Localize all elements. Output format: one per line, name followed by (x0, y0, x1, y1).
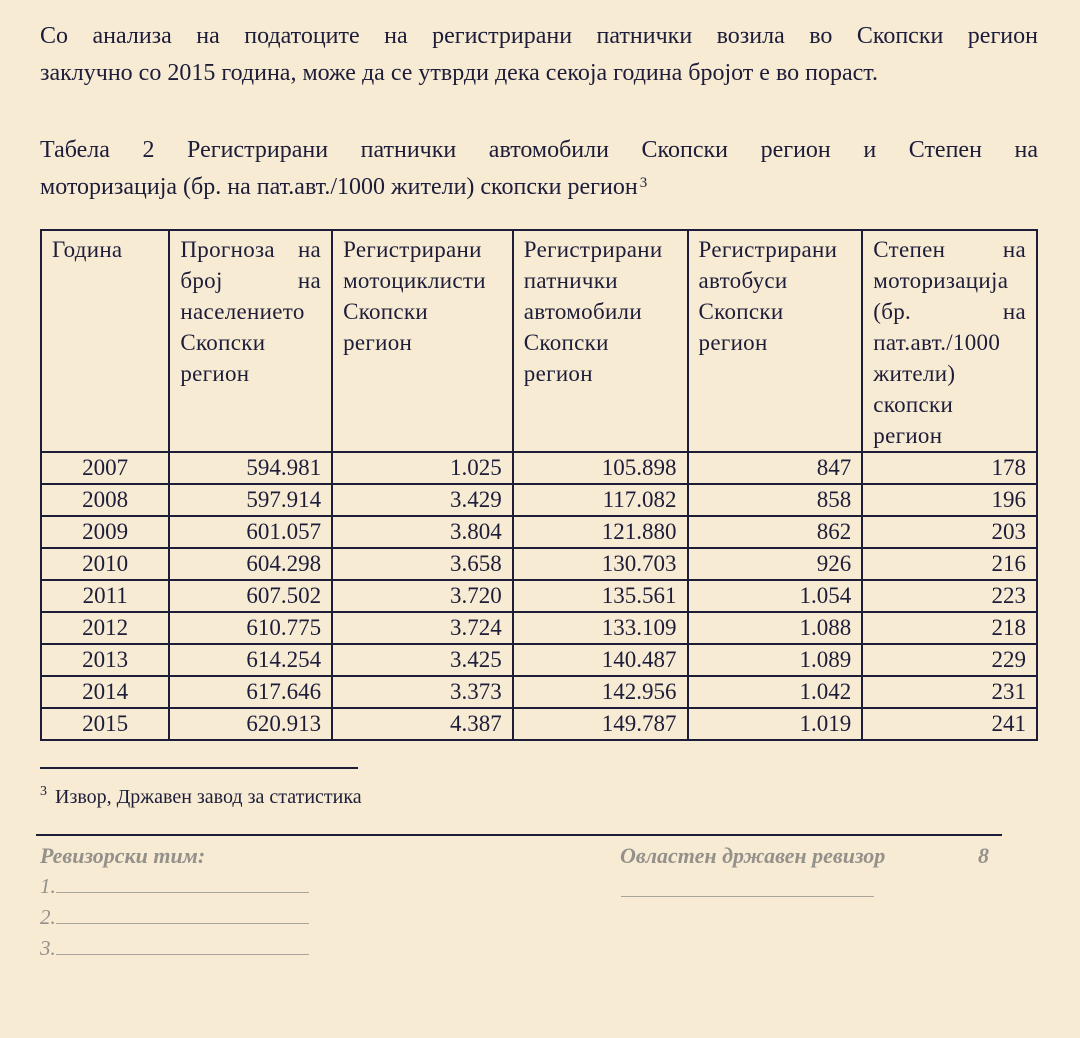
cell-motorcycles: 1.025 (332, 452, 513, 484)
cell-population: 607.502 (169, 580, 332, 612)
intro-line-2: заклучно со 2015 година, може да се утврди дека секоја година бројот е во пораст. (40, 60, 878, 86)
signature-number: 2. (40, 905, 56, 929)
cell-year: 2012 (41, 612, 169, 644)
cell-motorcycles: 4.387 (332, 708, 513, 740)
table-row (41, 516, 1037, 548)
cell-year: 2007 (41, 452, 169, 484)
footnote-reference: 3 (639, 175, 648, 191)
table-row (41, 452, 1037, 484)
table-header-row (41, 230, 1037, 452)
cell-motorization: 218 (862, 612, 1037, 644)
authorized-auditor-label: Овластен државен ревизор (620, 843, 886, 868)
cell-year: 2011 (41, 580, 169, 612)
signature-line-2 (40, 905, 309, 930)
cell-year: 2009 (41, 516, 169, 548)
signature-blank (56, 874, 309, 893)
cell-motorcycles: 3.429 (332, 484, 513, 516)
cell-motorization: 203 (862, 516, 1037, 548)
cell-motorization: 178 (862, 452, 1037, 484)
cell-population: 604.298 (169, 548, 332, 580)
header-cars: Регистрирани патнички автомобили Скопски регион (513, 230, 688, 452)
cell-cars: 140.487 (513, 644, 688, 676)
cell-population: 620.913 (169, 708, 332, 740)
cell-population: 601.057 (169, 516, 332, 548)
cell-motorcycles: 3.720 (332, 580, 513, 612)
cell-buses: 1.089 (688, 644, 863, 676)
table-row (41, 676, 1037, 708)
cell-year: 2008 (41, 484, 169, 516)
cell-population: 614.254 (169, 644, 332, 676)
cell-buses: 926 (688, 548, 863, 580)
cell-motorization: 223 (862, 580, 1037, 612)
cell-buses: 1.042 (688, 676, 863, 708)
signature-number: 3. (40, 936, 56, 960)
signature-number: 1. (40, 874, 56, 898)
cell-population: 617.646 (169, 676, 332, 708)
table-row (41, 612, 1037, 644)
cell-motorization: 216 (862, 548, 1037, 580)
cell-motorization: 196 (862, 484, 1037, 516)
cell-cars: 135.561 (513, 580, 688, 612)
intro-line-1: Со анализа на податоците на регистрирани патнички возила во Скопски регион (40, 23, 1038, 49)
cell-motorcycles: 3.373 (332, 676, 513, 708)
header-buses: Регистрирани автобуси Скопски регион (688, 230, 863, 452)
table-row (41, 484, 1037, 516)
header-motorcycles: Регистрирани мотоциклисти Скопски регион (332, 230, 513, 452)
cell-motorcycles: 3.724 (332, 612, 513, 644)
header-motorization: Степен на моторизација (бр. на пат.авт./1000 жители) скопски регион (862, 230, 1037, 452)
cell-population: 594.981 (169, 452, 332, 484)
cell-buses: 1.088 (688, 612, 863, 644)
signature-blank (56, 905, 309, 924)
audit-team-label: Ревизорски тим: (40, 843, 206, 868)
cell-buses: 1.019 (688, 708, 863, 740)
signature-line-3 (40, 936, 309, 961)
footnote-separator (40, 767, 358, 769)
table-row (41, 580, 1037, 612)
cell-motorcycles: 3.804 (332, 516, 513, 548)
cell-buses: 1.054 (688, 580, 863, 612)
table-caption-line-2 (40, 169, 1038, 206)
motorization-table (40, 229, 1038, 741)
table-row (41, 548, 1037, 580)
cell-motorization: 241 (862, 708, 1037, 740)
cell-buses: 858 (688, 484, 863, 516)
cell-population: 610.775 (169, 612, 332, 644)
auditor-signature-line (621, 896, 874, 897)
cell-year: 2013 (41, 644, 169, 676)
cell-cars: 121.880 (513, 516, 688, 548)
footnote-text: Извор, Државен завод за статистика (55, 786, 362, 808)
page-number: 8 (978, 843, 989, 868)
cell-motorcycles: 3.658 (332, 548, 513, 580)
cell-motorcycles: 3.425 (332, 644, 513, 676)
signature-blank (56, 936, 309, 955)
cell-cars: 149.787 (513, 708, 688, 740)
cell-year: 2014 (41, 676, 169, 708)
footer-divider (36, 834, 1002, 836)
cell-year: 2015 (41, 708, 169, 740)
header-year: Година (41, 230, 169, 452)
cell-cars: 142.956 (513, 676, 688, 708)
cell-population: 597.914 (169, 484, 332, 516)
table-row (41, 644, 1037, 676)
document-body (40, 18, 1038, 206)
cell-cars: 133.109 (513, 612, 688, 644)
signature-line-1 (40, 874, 309, 899)
footnote (40, 786, 362, 809)
cell-cars: 117.082 (513, 484, 688, 516)
cell-cars: 130.703 (513, 548, 688, 580)
cell-cars: 105.898 (513, 452, 688, 484)
cell-buses: 847 (688, 452, 863, 484)
cell-buses: 862 (688, 516, 863, 548)
footnote-number: 3 (40, 784, 47, 799)
cell-motorization: 231 (862, 676, 1037, 708)
table-caption-text: моторизација (бр. на пат.авт./1000 жители) скопски регион (40, 174, 638, 200)
cell-year: 2010 (41, 548, 169, 580)
cell-motorization: 229 (862, 644, 1037, 676)
header-population: Прогноза на број на населението Скопски регион (169, 230, 332, 452)
table-caption-line-1: Табела 2 Регистрирани патнички автомобили Скопски регион и Степен на (40, 137, 1038, 163)
table-row (41, 708, 1037, 740)
